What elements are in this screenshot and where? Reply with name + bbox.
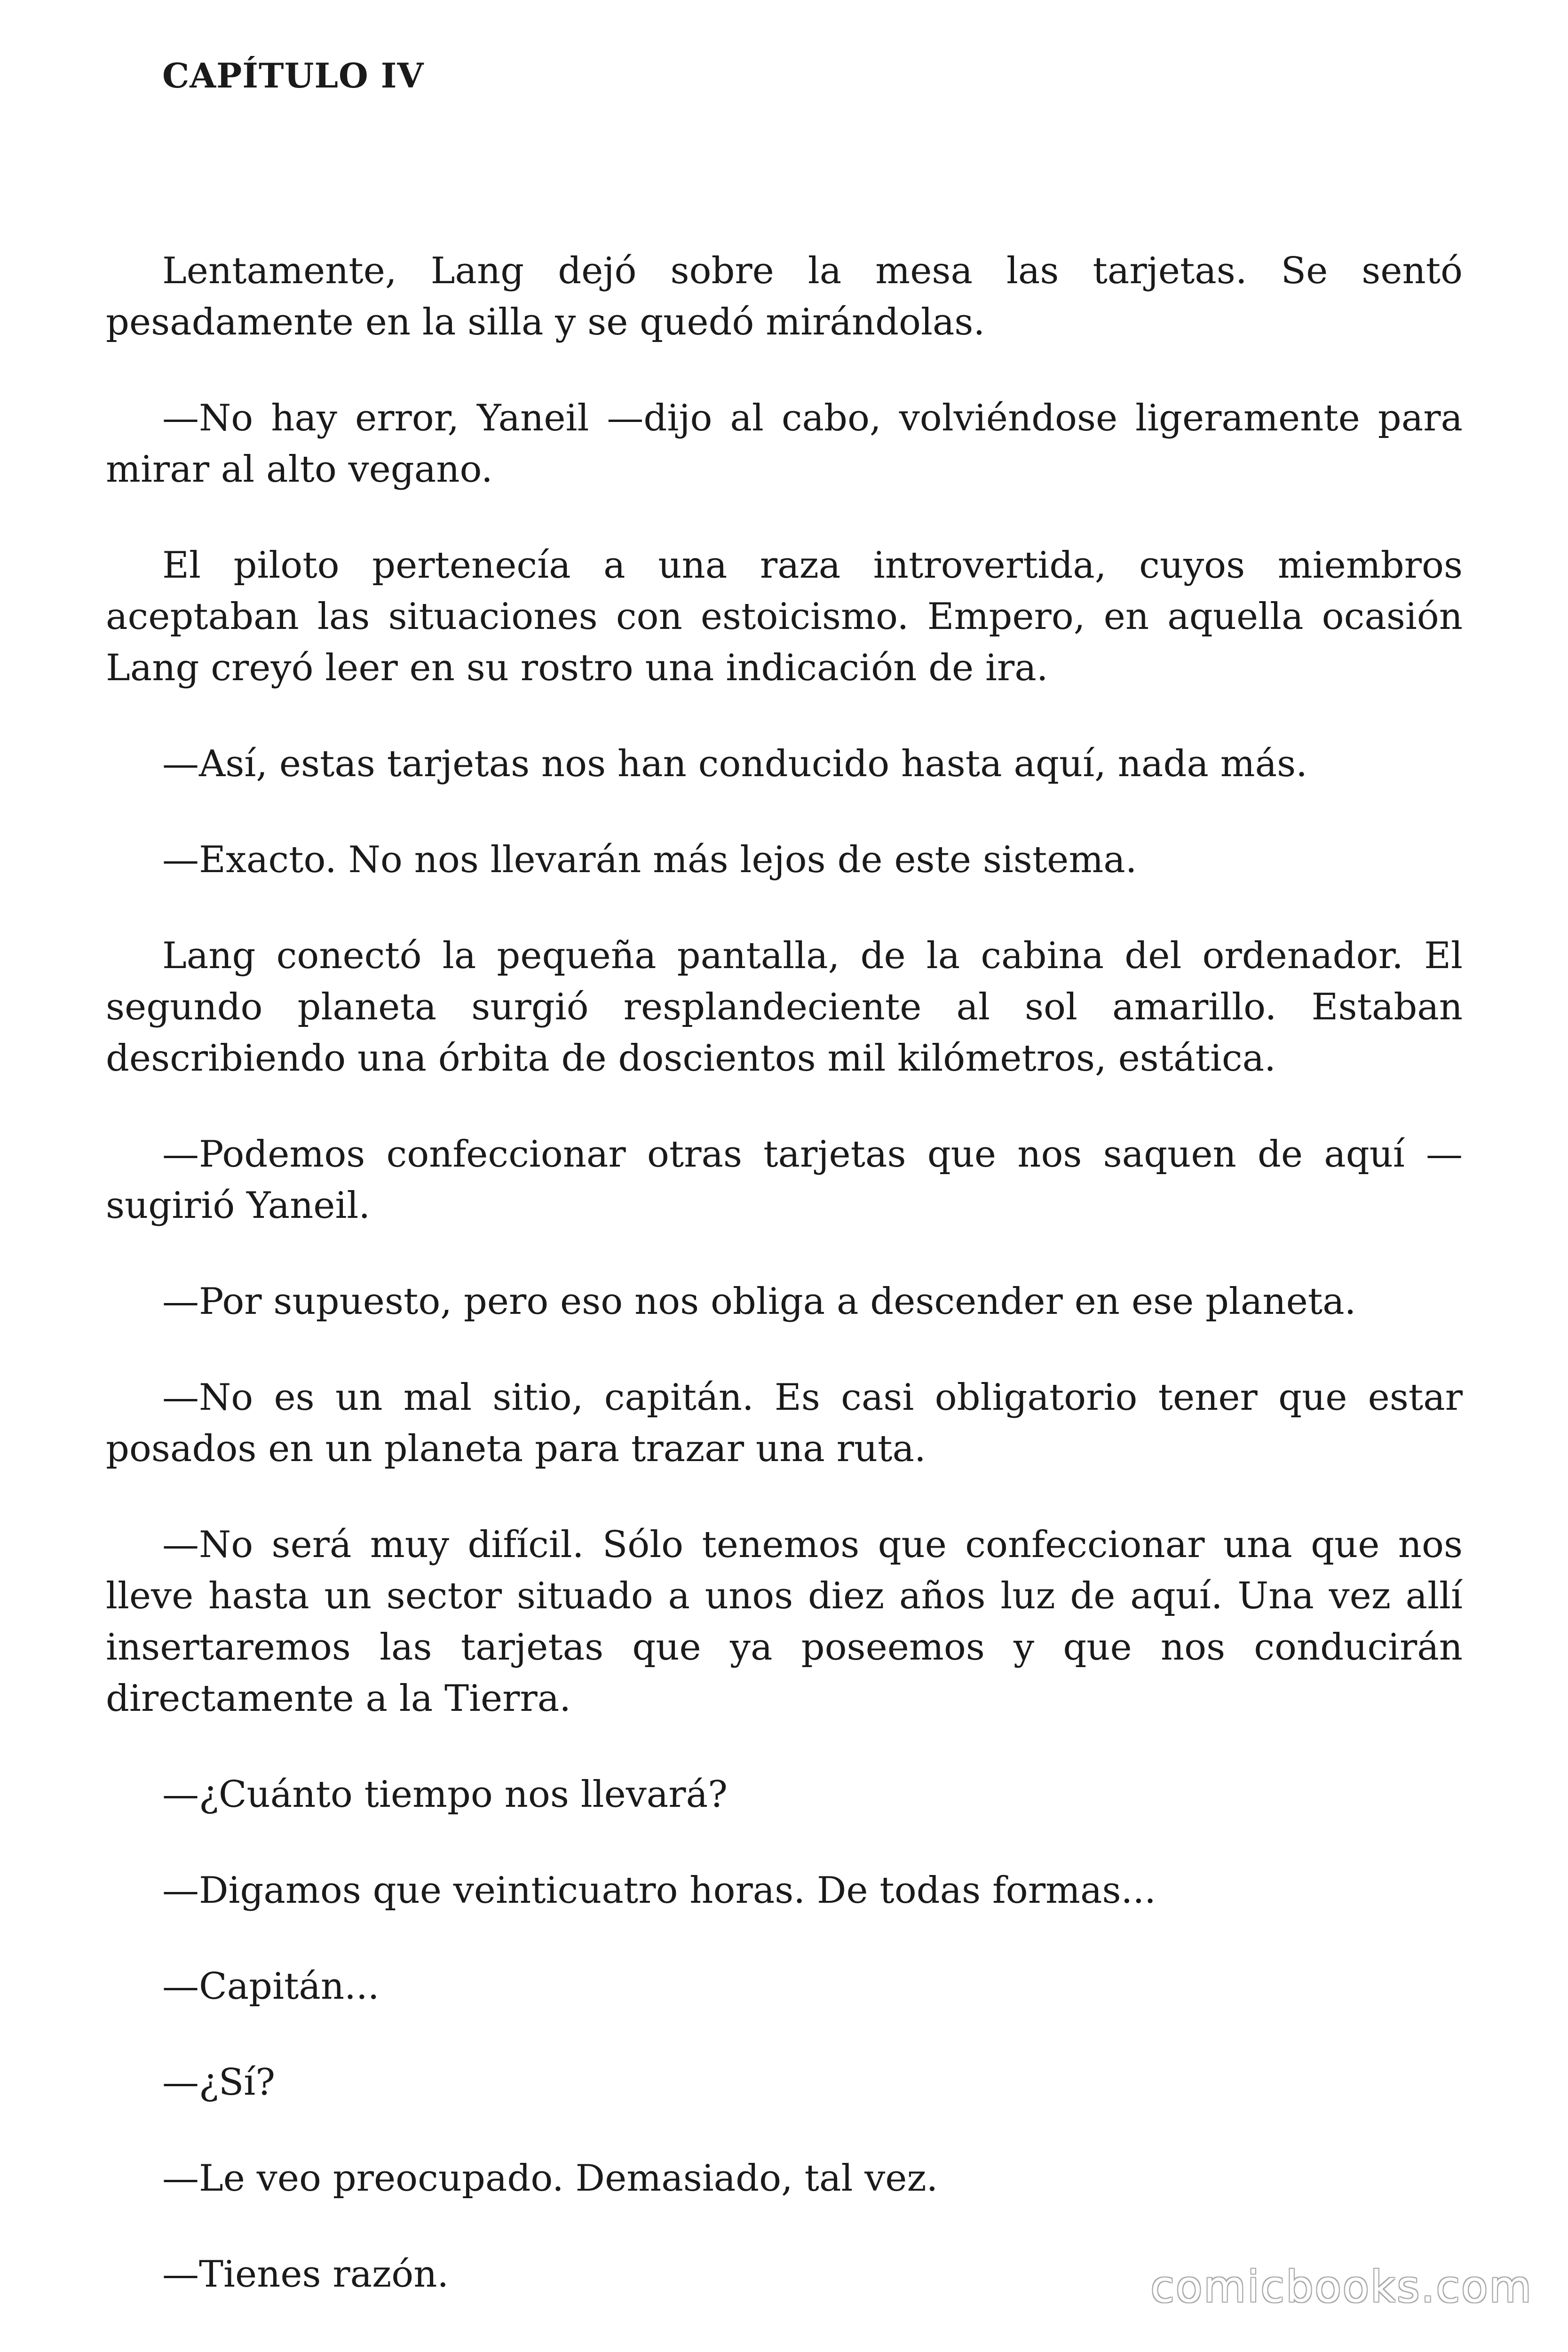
paragraph: —Le veo preocupado. Demasiado, tal vez. <box>162 2157 938 2200</box>
paragraph: —Digamos que veinticuatro horas. De todas formas... <box>162 1869 1156 1912</box>
paragraph: —Tienes razón. <box>162 2253 449 2296</box>
paragraph: —¿Sí? <box>162 2061 276 2104</box>
paragraph: —Así, estas tarjetas nos han conducido hasta aquí, nada más. <box>162 743 1307 785</box>
paragraph: Lentamente, Lang dejó sobre la mesa las tarjetas. Se sentó pesadamente en la silla y se quedó mirándolas. <box>106 250 1463 343</box>
paragraph: —¿Cuánto tiempo nos llevará? <box>162 1773 728 1816</box>
paragraph: —No hay error, Yaneil —dijo al cabo, volviéndose ligeramente para mirar al alto vegano. <box>106 397 1463 491</box>
paragraph: —No es un mal sitio, capitán. Es casi obligatorio tener que estar posados en un planeta para trazar una ruta. <box>106 1376 1463 1470</box>
chapter-title: CAPÍTULO IV <box>162 56 424 95</box>
paragraph: —Capitán... <box>162 1965 380 2008</box>
paragraph: El piloto pertenecía a una raza introvertida, cuyos miembros aceptaban las situaciones con estoicismo. Empero, en aquella ocasión Lang creyó leer en su rostro una indicación de ira. <box>106 544 1463 689</box>
paragraph: —Podemos confeccionar otras tarjetas que nos saquen de aquí —sugirió Yaneil. <box>106 1133 1463 1227</box>
paragraph: —Exacto. No nos llevarán más lejos de este sistema. <box>162 839 1137 881</box>
paragraph: Lang conectó la pequeña pantalla, de la cabina del ordenador. El segundo planeta surgió resplandeciente al sol amarillo. Estaban describiendo una órbita de doscientos mil kilómetros, estática. <box>106 935 1463 1080</box>
chapter-body <box>106 246 1463 2345</box>
paragraph: —No será muy difícil. Sólo tenemos que confeccionar una que nos lleve hasta un sector situado a unos diez años luz de aquí. Una vez allí insertaremos las tarjetas que ya poseemos y que nos conducirán directamente a la Tierra. <box>106 1524 1463 1720</box>
paragraph: —Por supuesto, pero eso nos obliga a descender en ese planeta. <box>162 1280 1356 1323</box>
watermark-logo: comicbooks.com <box>1150 2262 1533 2312</box>
